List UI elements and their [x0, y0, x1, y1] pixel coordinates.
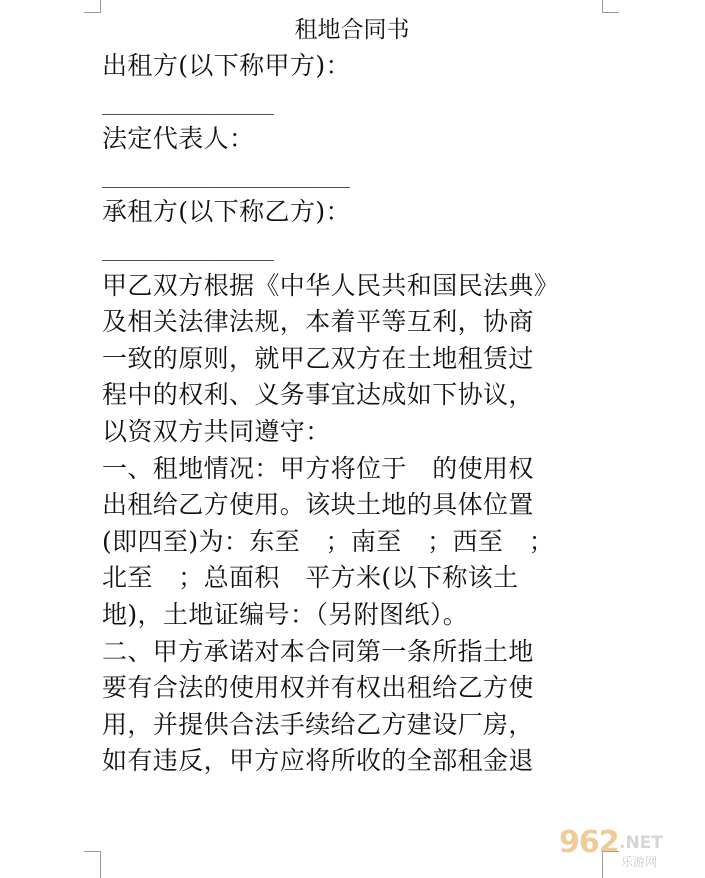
page-corner-mark-top-left: [84, 0, 101, 13]
body-line: 程中的权利、义务事宜达成如下协议，: [102, 380, 534, 410]
page-corner-mark-bottom-left: [84, 851, 101, 878]
body-line: 以资双方共同遵守：: [102, 416, 331, 446]
body-line: 一致的原则，就甲乙双方在土地租赁过: [102, 343, 534, 373]
lessor-blank: __________________: [102, 90, 273, 115]
legal-rep-blank: __________________________: [102, 163, 349, 188]
clause-line: 出租给乙方使用。该块土地的具体位置: [102, 490, 534, 520]
clause-line: 用，并提供合法手续给乙方建设厂房，: [102, 709, 534, 739]
watermark-number: 962: [559, 825, 619, 860]
clause-line: 地)，土地证编号：（另附图纸）。: [102, 599, 469, 629]
legal-rep-label: 法定代表人：: [102, 124, 255, 154]
clause-line: 如有违反，甲方应将所收的全部租金退: [102, 746, 534, 776]
watermark-suffix: .NET: [619, 833, 663, 853]
lessee-label: 承租方(以下称乙方)：: [102, 197, 351, 227]
lessor-label: 出租方(以下称甲方)：: [102, 51, 351, 80]
body-line: 甲乙双方根据《中华人民共和国民法典》: [102, 270, 560, 300]
clause-line: 二、甲方承诺对本合同第一条所指土地: [102, 636, 534, 666]
lessee-blank: __________________: [102, 236, 273, 261]
clause-line: 北至 ；总面积 平方米(以下称该土: [102, 563, 519, 593]
clause-line: 一、租地情况：甲方将位于 的使用权: [102, 453, 534, 483]
body-line: 及相关法律法规，本着平等互利，协商: [102, 307, 534, 337]
page-corner-mark-top-right: [602, 0, 619, 13]
document-page[interactable]: [102, 12, 602, 780]
document-title: 租地合同书: [294, 17, 410, 43]
watermark-subtitle: 乐游网: [621, 855, 658, 869]
watermark-logo: [555, 825, 695, 873]
clause-line: (即四至)为：东至 ；南至 ；西至 ；: [102, 526, 555, 556]
clause-line: 要有合法的使用权并有权出租给乙方使: [102, 673, 534, 703]
